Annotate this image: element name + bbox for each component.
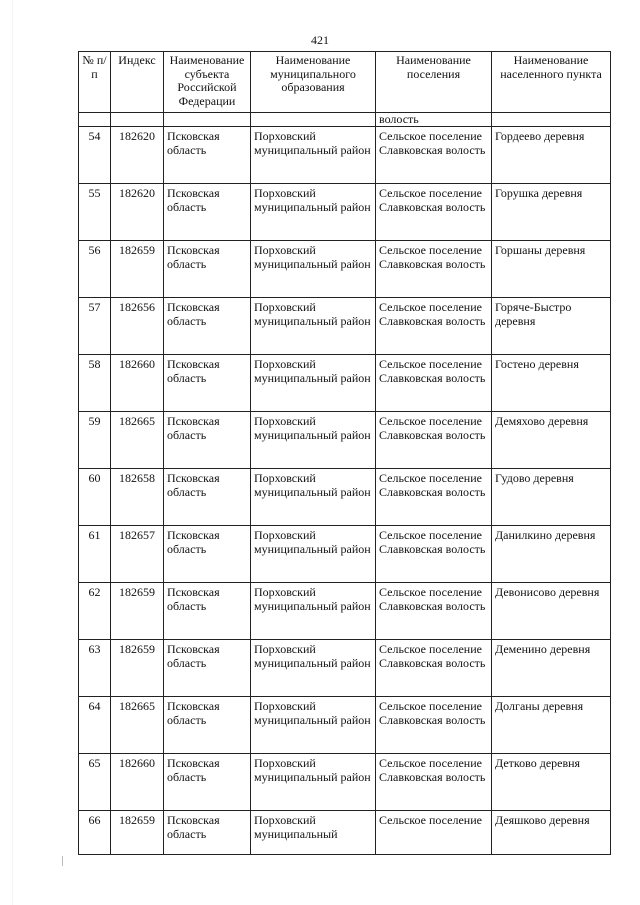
row-number-cell: 62 (79, 583, 111, 640)
postal-index-cell: 182658 (111, 469, 164, 526)
row-number-cell: 64 (79, 697, 111, 754)
postal-index-cell: 182657 (111, 526, 164, 583)
table-cell (492, 113, 611, 127)
region-cell: Псковская область (164, 412, 251, 469)
municipality-cell: Порховский муниципальный район (251, 697, 376, 754)
municipality-cell: Порховский муниципальный район (251, 583, 376, 640)
table-row (79, 355, 611, 412)
region-cell: Псковская область (164, 754, 251, 811)
region-cell: Псковская область (164, 811, 251, 855)
row-number-cell: 55 (79, 184, 111, 241)
settlement-cell: Сельское поселение Славковская волость (376, 526, 492, 583)
municipality-cell: Порховский муниципальный район (251, 754, 376, 811)
column-header-locality: Наименование населенного пункта (492, 52, 611, 113)
settlement-cell: Сельское поселение Славковская волость (376, 583, 492, 640)
region-cell: Псковская область (164, 697, 251, 754)
table-row (79, 640, 611, 697)
region-cell: Псковская область (164, 640, 251, 697)
postal-index-cell: 182620 (111, 184, 164, 241)
row-number-cell: 65 (79, 754, 111, 811)
region-cell: Псковская область (164, 583, 251, 640)
table-row (79, 412, 611, 469)
table-cell (251, 113, 376, 127)
margin-mark (62, 856, 63, 866)
column-header-number: № п/п (79, 52, 111, 113)
row-number-cell: 61 (79, 526, 111, 583)
region-cell: Псковская область (164, 184, 251, 241)
municipality-cell: Порховский муниципальный (251, 811, 376, 855)
municipality-cell: Порховский муниципальный район (251, 184, 376, 241)
table-row (79, 526, 611, 583)
table-cell (164, 113, 251, 127)
region-cell: Псковская область (164, 241, 251, 298)
locality-cell: Демяхово деревня (492, 412, 611, 469)
row-number-cell: 63 (79, 640, 111, 697)
locality-cell: Горшаны деревня (492, 241, 611, 298)
table-row (79, 127, 611, 184)
locality-cell: Деменино деревня (492, 640, 611, 697)
row-number-cell: 56 (79, 241, 111, 298)
postal-index-cell: 182620 (111, 127, 164, 184)
settlement-cell: Сельское поселение Славковская волость (376, 298, 492, 355)
municipality-cell: Порховский муниципальный район (251, 412, 376, 469)
page-edge-shadow (12, 0, 14, 905)
row-number-cell: 57 (79, 298, 111, 355)
settlement-cell: Сельское поселение Славковская волость (376, 754, 492, 811)
municipality-cell: Порховский муниципальный район (251, 640, 376, 697)
region-cell: Псковская область (164, 469, 251, 526)
postal-index-cell: 182656 (111, 298, 164, 355)
postal-index-cell: 182665 (111, 412, 164, 469)
table-row (79, 241, 611, 298)
table-row (79, 184, 611, 241)
settlement-cell: Сельское поселение Славковская волость (376, 697, 492, 754)
settlement-cell: Сельское поселение Славковская волость (376, 355, 492, 412)
locality-cell: Гордеево деревня (492, 127, 611, 184)
postal-index-cell: 182659 (111, 640, 164, 697)
settlement-cell: Сельское поселение Славковская волость (376, 412, 492, 469)
row-number-cell: 59 (79, 412, 111, 469)
settlement-cell: Сельское поселение Славковская волость (376, 184, 492, 241)
table-cell (79, 113, 111, 127)
municipality-cell: Порховский муниципальный район (251, 469, 376, 526)
page-number: 421 (311, 33, 329, 47)
table-row (79, 583, 611, 640)
table-header-row (79, 52, 611, 113)
row-number-cell: 60 (79, 469, 111, 526)
locality-cell: Данилкино деревня (492, 526, 611, 583)
municipality-cell: Порховский муниципальный район (251, 298, 376, 355)
locality-cell: Девонисово деревня (492, 583, 611, 640)
column-header-index: Индекс (111, 52, 164, 113)
settlement-cell: Сельское поселение (376, 811, 492, 855)
row-number-cell: 54 (79, 127, 111, 184)
region-cell: Псковская область (164, 355, 251, 412)
settlement-cell: Сельское поселение Славковская волость (376, 241, 492, 298)
postal-index-cell: 182659 (111, 241, 164, 298)
locality-cell: Долганы деревня (492, 697, 611, 754)
postal-index-cell: 182659 (111, 583, 164, 640)
postal-index-cell: 182665 (111, 697, 164, 754)
municipality-cell: Порховский муниципальный район (251, 241, 376, 298)
locality-cell: Горяче-Быстро деревня (492, 298, 611, 355)
postal-index-cell: 182660 (111, 754, 164, 811)
localities-table (78, 51, 611, 855)
column-header-settlement: Наименование поселения (376, 52, 492, 113)
region-cell: Псковская область (164, 127, 251, 184)
municipality-cell: Порховский муниципальный район (251, 355, 376, 412)
postal-index-cell: 182659 (111, 811, 164, 855)
postal-index-cell: 182660 (111, 355, 164, 412)
row-number-cell: 58 (79, 355, 111, 412)
settlement-continuation-cell: волость (376, 113, 492, 127)
region-cell: Псковская область (164, 298, 251, 355)
table-row (79, 469, 611, 526)
row-number-cell: 66 (79, 811, 111, 855)
region-cell: Псковская область (164, 526, 251, 583)
locality-cell: Деяшково деревня (492, 811, 611, 855)
table-row (79, 697, 611, 754)
column-header-region: Наименование субъекта Российской Федерации (164, 52, 251, 113)
locality-cell: Гудово деревня (492, 469, 611, 526)
table-row (79, 298, 611, 355)
table-cell (111, 113, 164, 127)
continuation-row (79, 113, 611, 127)
table-row (79, 754, 611, 811)
locality-cell: Гостено деревня (492, 355, 611, 412)
settlement-cell: Сельское поселение Славковская волость (376, 640, 492, 697)
municipality-cell: Порховский муниципальный район (251, 127, 376, 184)
locality-cell: Горушка деревня (492, 184, 611, 241)
column-header-municipality: Наименование муниципального образования (251, 52, 376, 113)
locality-cell: Детково деревня (492, 754, 611, 811)
settlement-cell: Сельское поселение Славковская волость (376, 469, 492, 526)
table-row (79, 811, 611, 855)
settlement-cell: Сельское поселение Славковская волость (376, 127, 492, 184)
municipality-cell: Порховский муниципальный район (251, 526, 376, 583)
